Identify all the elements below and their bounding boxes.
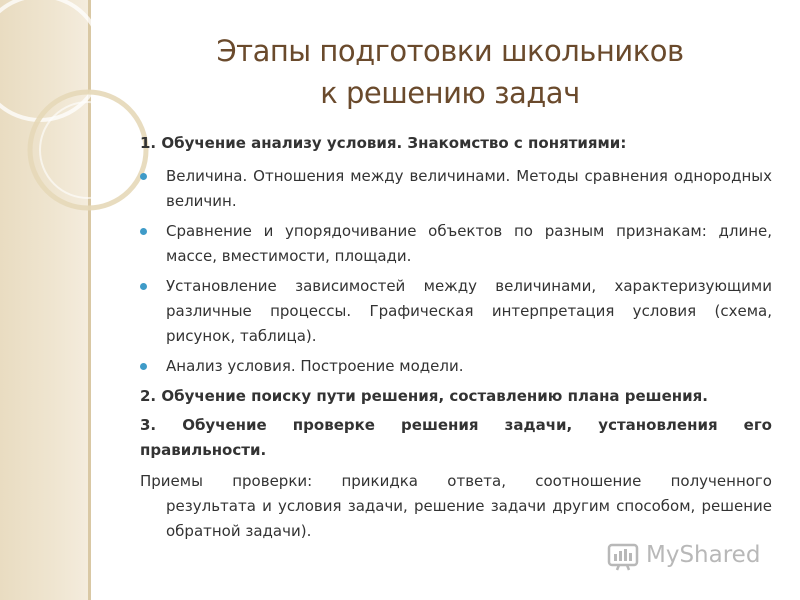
myshared-logo-icon xyxy=(606,538,640,572)
verification-methods xyxy=(140,469,772,544)
section-2-heading: 2. Обучение поиску пути решения, составлению плана решения. xyxy=(140,387,708,405)
slide-content xyxy=(140,131,772,544)
bullet-text: Установление зависимостей между величинами, характеризующими различные процессы. Графическая интерпретация условия (схема, рисунок, таблица). xyxy=(166,277,772,345)
bullet-text: Сравнение и упорядочивание объектов по разным признакам: длине, массе, вместимости, площади. xyxy=(166,222,772,265)
bullet-item xyxy=(140,164,772,214)
bullet-item xyxy=(140,219,772,269)
myshared-watermark xyxy=(606,535,760,575)
title-line-1: Этапы подготовки школьников xyxy=(216,34,684,68)
bullet-item xyxy=(140,274,772,349)
slide-title xyxy=(120,30,780,114)
bullet-item xyxy=(140,354,772,379)
title-line-2: к решению задач xyxy=(320,76,580,110)
bullet-text: Анализ условия. Построение модели. xyxy=(166,357,464,375)
methods-line-1: Приемы проверки: прикидка ответа, соотношение полученного xyxy=(140,472,772,490)
bullet-dot-icon xyxy=(140,173,147,180)
methods-continuation: результата и условия задачи, решение задачи другим способом, решение обратной задачи). xyxy=(166,497,772,540)
bullet-dot-icon xyxy=(140,228,147,235)
bullet-dot-icon xyxy=(140,363,147,370)
bullet-text: Величина. Отношения между величинами. Методы сравнения однородных величин. xyxy=(166,167,772,210)
section-3-heading: 3. Обучение проверке решения задачи, установления его правильности. xyxy=(140,416,772,459)
bullet-dot-icon xyxy=(140,283,147,290)
watermark-text: MyShared xyxy=(646,542,761,568)
section-1-heading: 1. Обучение анализу условия. Знакомство с понятиями: xyxy=(140,134,627,152)
